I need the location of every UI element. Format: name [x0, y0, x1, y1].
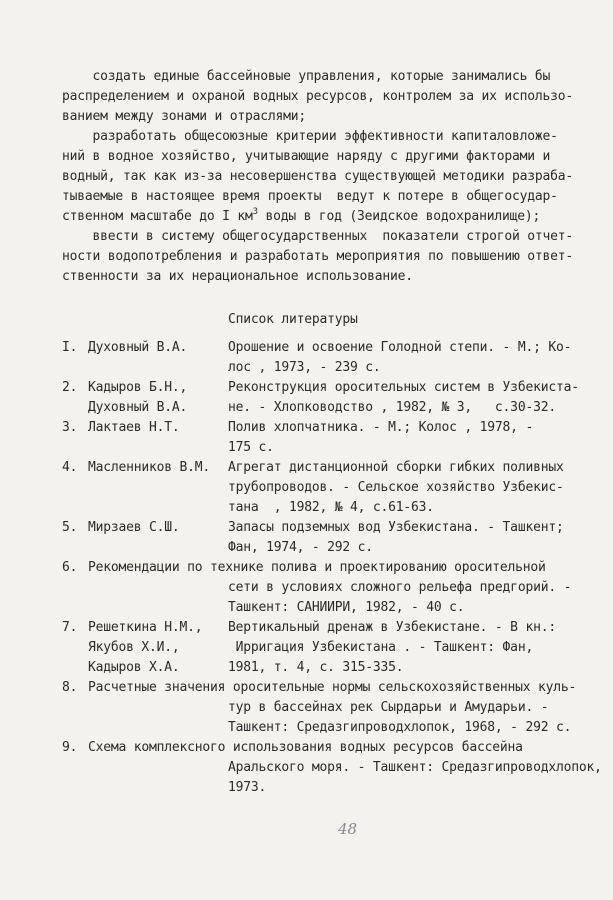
ref-6-line-1: Рекомендации по технике полива и проектированию оросительной	[88, 560, 546, 575]
ref-5-line-1: Запасы подземных вод Узбекистана. - Ташкент;	[228, 520, 564, 535]
ref-6-line-3: Ташкент: САНИИРИ, 1982, - 40 с.	[228, 600, 465, 615]
ref-7-line-2: Ирригация Узбекистана . - Ташкент: Фан,	[228, 640, 534, 655]
superscript-3: 3	[252, 207, 258, 217]
paragraph-3-line-3: ственности за их нерациональное использование.	[62, 269, 413, 284]
paragraph-2-line-2: ний в водное хозяйство, учитывающие наряду с другими факторами и	[62, 149, 551, 164]
ref-2-line-1: Реконструкция оросительных систем в Узбекиста-	[228, 380, 579, 395]
ref-1-line-2: лос , 1973, - 239 с.	[228, 360, 381, 375]
ref-6-line-2: сети в условиях сложного рельефа предгорий. -	[228, 580, 572, 595]
paragraph-2-line-5-text: ственном масштабе до I км	[62, 209, 253, 224]
ref-8-line-1: Расчетные значения оросительные нормы сельскохозяйственных куль-	[88, 680, 577, 695]
paragraph-2-line-3: водный, так как из-за несовершенства существующей методики разраба-	[62, 169, 573, 184]
ref-4-line-3: тана , 1982, № 4, с.61-63.	[228, 500, 434, 515]
ref-7-author-2: Якубов Х.И.,	[88, 640, 180, 655]
ref-1-author-1: Духовный В.А.	[88, 340, 188, 355]
ref-4-author-1: Масленников В.М.	[88, 460, 211, 475]
paragraph-1-line-2: распределением и охраной водных ресурсов, контролем за их использо-	[62, 89, 573, 104]
ref-7-line-1: Вертикальный дренаж в Узбекистане. - В кн.:	[228, 620, 556, 635]
ref-5-author-1: Мирзаев С.Ш.	[88, 520, 180, 535]
ref-7-line-3: 1981, т. 4, с. 315-335.	[228, 660, 404, 675]
ref-9-line-3: 1973.	[228, 780, 267, 795]
ref-9-number: 9.	[62, 740, 78, 755]
ref-5-line-2: Фан, 1974, - 292 с.	[228, 540, 373, 555]
paragraph-3-line-1: ввести в систему общегосударственных показатели строгой отчет-	[62, 229, 573, 244]
ref-3-author-1: Лактаев Н.Т.	[88, 420, 180, 435]
ref-8-number: 8.	[62, 680, 78, 695]
ref-4-line-1: Агрегат дистанционной сборки гибких поливных	[228, 460, 564, 475]
paragraph-2-line-5-rest: воды в год (Зеидское водохранилище);	[257, 209, 541, 224]
ref-7-author-3: Кадыров Х.А.	[88, 660, 180, 675]
ref-8-line-2: тур в бассейнах рек Сырдарьи и Амударьи. -	[228, 700, 549, 715]
paragraph-3-line-2: ности водопотребления и разработать мероприятия по повышению ответ-	[62, 249, 573, 264]
ref-2-author-2: Духовный В.А.	[88, 400, 188, 415]
ref-3-number: 3.	[62, 420, 78, 435]
page-number: 48	[338, 820, 358, 838]
ref-6-number: 6.	[62, 560, 78, 575]
ref-1-number: I.	[62, 340, 78, 355]
ref-5-number: 5.	[62, 520, 78, 535]
ref-2-number: 2.	[62, 380, 78, 395]
ref-9-line-1: Схема комплексного использования водных ресурсов бассейна	[88, 740, 523, 755]
ref-7-number: 7.	[62, 620, 78, 635]
bibliography-heading: Список литературы	[228, 312, 358, 327]
ref-3-line-2: 175 с.	[228, 440, 274, 455]
ref-3-line-1: Полив хлопчатника. - М.; Колос , 1978, -	[228, 420, 534, 435]
paragraph-2-line-4: тываемые в настоящее время проекты ведут к потере в общегосудар-	[62, 189, 558, 204]
ref-9-line-2: Аральского моря. - Ташкент: Средазгипроводхлопок,	[228, 760, 602, 775]
paragraph-2-line-1: разработать общесоюзные критерии эффективности капиталовложе-	[62, 129, 558, 144]
ref-4-line-2: трубопроводов. - Сельское хозяйство Узбекис-	[228, 480, 564, 495]
ref-7-author-1: Решеткина Н.М.,	[88, 620, 203, 635]
ref-4-number: 4.	[62, 460, 78, 475]
ref-1-line-1: Орошение и освоение Голодной степи. - М.; Ко-	[228, 340, 572, 355]
ref-2-line-2: не. - Хлопководство , 1982, № 3, с.30-32.	[228, 400, 556, 415]
ref-2-author-1: Кадыров Б.Н.,	[88, 380, 188, 395]
paragraph-2-line-5	[62, 209, 540, 225]
ref-8-line-3: Ташкент: Средазгипроводхлопок, 1968, - 292 с.	[228, 720, 572, 735]
paragraph-1-line-3: ванием между зонами и отраслями;	[62, 109, 307, 124]
paragraph-1-line-1: создать единые бассейновые управления, которые занимались бы	[62, 69, 551, 84]
